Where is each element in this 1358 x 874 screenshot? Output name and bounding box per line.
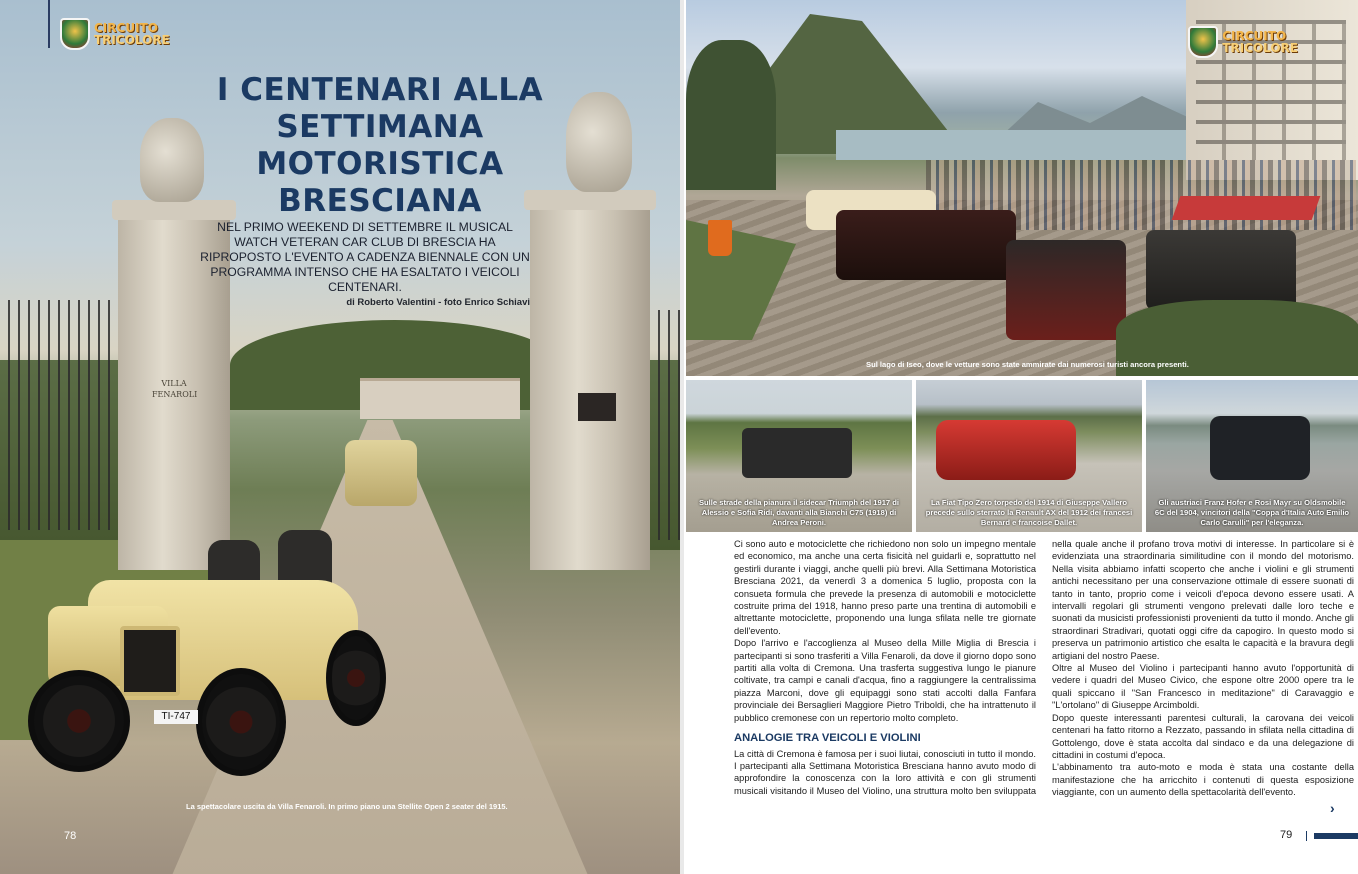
page-number-separator [1306,831,1307,841]
shield-icon [60,18,90,50]
shield-icon [1188,26,1218,58]
black-vintage-car [1210,416,1310,480]
chevron-right-icon: › [1330,800,1335,816]
logo-line-1: CIRCUITO [1222,29,1287,43]
red-vintage-car [936,420,1076,480]
logo-text [94,22,170,46]
wheel [28,670,130,772]
article-body [734,538,1354,828]
logo-line-2: TRICOLORE [1222,41,1298,55]
license-plate: TI-747 [154,710,198,724]
photo-caption: Sul lago di Iseo, dove le vetture sono state ammirate dai numerosi turisti ancora presenti. [866,360,1189,369]
photo-oldsmobile [1146,380,1358,532]
red-carpet [1172,196,1321,220]
logo-line-1: CIRCUITO [94,21,158,35]
photo-caption: La Fiat Tipo Zero torpedo del 1914 di Giuseppe Vallero precede sullo sterrato la Renault AX del 1912 dei francesi Bernard e francoise Dallet. [925,498,1133,527]
sidecar [742,428,852,478]
photo-caption: Sulle strade della pianura il sidecar Triumph del 1917 di Alessio e Sofia Ridi, davanti alla Bianchi C75 (1918) di Andrea Peroni. [698,498,900,527]
article-kicker: NEL PRIMO WEEKEND DI SETTEMBRE IL MUSICAL WATCH VETERAN CAR CLUB DI BRESCIA HA RIPROPOSTO L'EVENTO A CADENZA BIENNALE CON UN PROGRAMMA INTENSO CHE HA ESALTATO I VEICOLI CENTENARI. [200,220,530,294]
body-paragraph: Dopo l'arrivo e l'accoglienza al Museo della Mille Miglia di Brescia i partecipanti si sono trasferiti a Villa Fenaroli, da dove il giorno dopo sono partiti alla volta di Cremona. Una trasferta suggestiva lungo le pianure coltivate, tra campi e canali d'acqua, fino a raggiungere la centralissima piazza Marconi, dove gli equipaggi sono stati accolti dalla Fanfara provinciale dei Bersaglieri Maggiore Pietro Triboldi, che ha intrattenuto il pubblico cremonese con un repertorio molto completo. [734,638,1036,723]
body-paragraph: Dopo queste interessanti parentesi culturali, la carovana dei veicoli centenari ha fatto ritorno a Rezzato, passando in sfilata nella cittadina di Gottolengo, dove è stata accolta dal sindaco e da una delegazione di cittadini in costumi d'epoca. [1052,712,1354,760]
section-heading: ANALOGIE TRA VEICOLI E VIOLINI [734,732,921,745]
body-paragraph: Oltre al Museo del Violino i partecipanti hanno avuto l'opportunità di vedere i quadri del Museo Civico, che espone oltre 2000 opere tra le quali spiccano il "San Francesco in meditazione" di Caravaggio e "L'ortolano" di Giuseppe Arcimboldi. [1052,663,1354,711]
article-headline: I CENTENARI ALLA SETTIMANA MOTORISTICA BRESCIANA [216,72,544,219]
article-byline: di Roberto Valentini - foto Enrico Schiavi [346,297,530,308]
page-number-left: 78 [64,830,77,842]
page-accent-bar [48,0,50,48]
photo-caption: La spettacolare uscita da Villa Fenaroli. In primo piano una Stellite Open 2 seater del 1915. [186,802,508,811]
page-number-right: 79 [1280,829,1293,841]
logo-text [1222,30,1298,54]
vintage-car-distant [345,440,417,506]
circuito-tricolore-logo [1188,26,1298,58]
photo-fiat-tipo-zero [916,380,1142,532]
wheel [196,668,286,776]
body-paragraph: L'abbinamento tra auto-moto e moda è stata una costante della manifestazione che ha arricchito i contenuti di questa esposizione viaggiante, con un aumento della spettacolarità dell'evento. [1052,762,1354,798]
vintage-car-stellite [28,540,378,780]
logo-line-2: TRICOLORE [94,33,170,47]
body-paragraph: La città di Cremona è famosa per i suoi liutai, conosciuti in tutto il mondo. I partecipanti alla Settimana Motoristica Bresciana hanno avuto modo di approfondire la conoscenza con la loro attività e con gli strumenti musicali visitando il Museo del Violino, una struttura molto ben sviluppata nella quale anche il profano trova motivi di interesse. In particolare si è evidenziata una straordinaria similitudine con il mondo del motorismo. Nella visita abbiamo infatti scoperto che anche i violini e gli strumenti antichi necessitano per una conservazione ottimale di essere suonati di tanto in tanto, proprio come i veicoli d'epoca devono essere usati. A intervalli regolari gli strumenti vengono prelevati dalle loro teche e suonati da musicisti professionisti provenienti da tutto il mondo. Anche gli straordinari Stradivari, quotati oggi cifre da capogiro. In questo modo si preserva un patrimonio artistico che esalta le capacità e la bravura degli artigiani del nostro Paese. [734,539,1354,796]
right-page [684,0,1358,874]
circuito-tricolore-logo [60,18,170,50]
lake [836,130,1196,160]
villa-plaque: VILLA FENAROLI [152,379,198,399]
vintage-car [1146,230,1296,310]
vintage-car [1006,240,1126,340]
vintage-car [836,210,1016,280]
iron-gate-left [0,300,130,530]
page-accent-bar [1314,833,1358,839]
orange-planter [708,220,732,256]
villa-building [360,378,520,419]
photo-caption: Gli austriaci Franz Hofer e Rosi Mayr su Oldsmobile 6C del 1904, vincitori della "Coppa d'Italia Auto Emilio Carlo Carulli" per l'eleganza. [1154,498,1350,527]
photo-sidecar-triumph [686,380,912,532]
photo-lago-di-iseo [686,0,1358,376]
wheel [326,630,386,726]
dark-plaque [578,393,616,421]
radiator-grill [120,626,180,696]
gate-pillar-right [530,200,650,570]
body-paragraph: Ci sono auto e motociclette che richiedono non solo un impegno mentale ed economico, ma anche una certa fisicità nel guidarli e, soprattutto nel gestirli durante i viaggi, anche quelli più brevi. Alla Settimana Motoristica Bresciana 2021, da venerdì 3 a domenica 5 luglio, proposta con la consueta formula che prevede la presenza di automobili e motociclette costruite prima del 1918, hanno preso parte una trentina di automobili e altrettante motociclette, proponendo una lunga sfilata nelle tre giornate dell'evento. [734,539,1036,636]
tree [686,40,776,190]
